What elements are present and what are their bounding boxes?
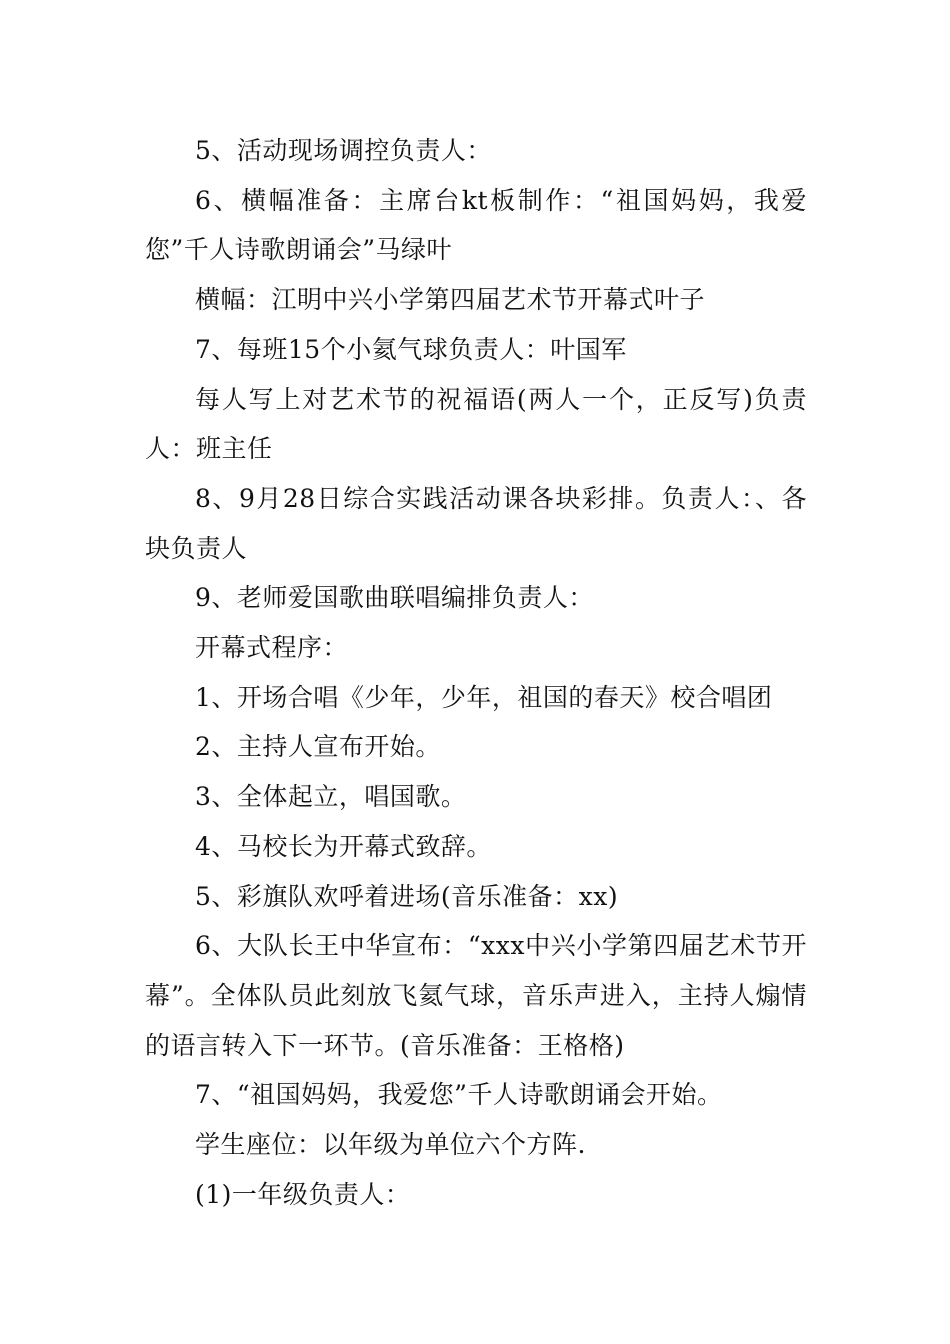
program-step-7: 7、“祖国妈妈，我爱您”千人诗歌朗诵会开始。 [195,1080,723,1110]
program-step-2: 2、主持人宣布开始。 [195,732,441,762]
paragraph-item-9-teacher-songs: 9、老师爱国歌曲联唱编排负责人： [195,583,594,613]
program-step-5: 5、彩旗队欢呼着进场(音乐准备：xx) [195,881,619,911]
document-body [145,126,807,1219]
program-step-1: 1、开场合唱《少年，少年，祖国的春天》校合唱团 [195,682,773,712]
paragraph-item-5-onsite-control: 5、活动现场调控负责人： [195,136,492,165]
section-heading-opening-program: 开幕式程序： [195,633,349,663]
paragraph-blessings: 每人写上对艺术节的祝福语(两人一个，正反写)负责人：班主任 [145,384,807,464]
program-step-4: 4、马校长为开幕式致辞。 [195,831,492,861]
paragraph-item-6-banner-prep: 6、横幅准备：主席台kt板制作：“祖国妈妈，我爱您”千人诗歌朗诵会”马绿叶 [145,185,807,265]
paragraph-item-7-balloons: 7、每班15个小氦气球负责人：叶国军 [195,334,627,364]
paragraph-banner: 横幅：江明中兴小学第四届艺术节开幕式叶子 [195,285,706,315]
program-step-3: 3、全体起立，唱国歌。 [195,782,467,812]
program-step-6: 6、大队长王中华宣布：“xxx中兴小学第四届艺术节开幕”。全体队员此刻放飞氦气球，音乐声进入，主持人煽情的语言转入下一环节。(音乐准备：王格格) [145,931,807,1060]
paragraph-grade-1-lead: (1)一年级负责人： [195,1179,411,1209]
paragraph-student-seating: 学生座位：以年级为单位六个方阵. [195,1130,586,1160]
paragraph-item-8-rehearsal: 8、9月28日综合实践活动课各块彩排。负责人：、各块负责人 [145,483,807,563]
